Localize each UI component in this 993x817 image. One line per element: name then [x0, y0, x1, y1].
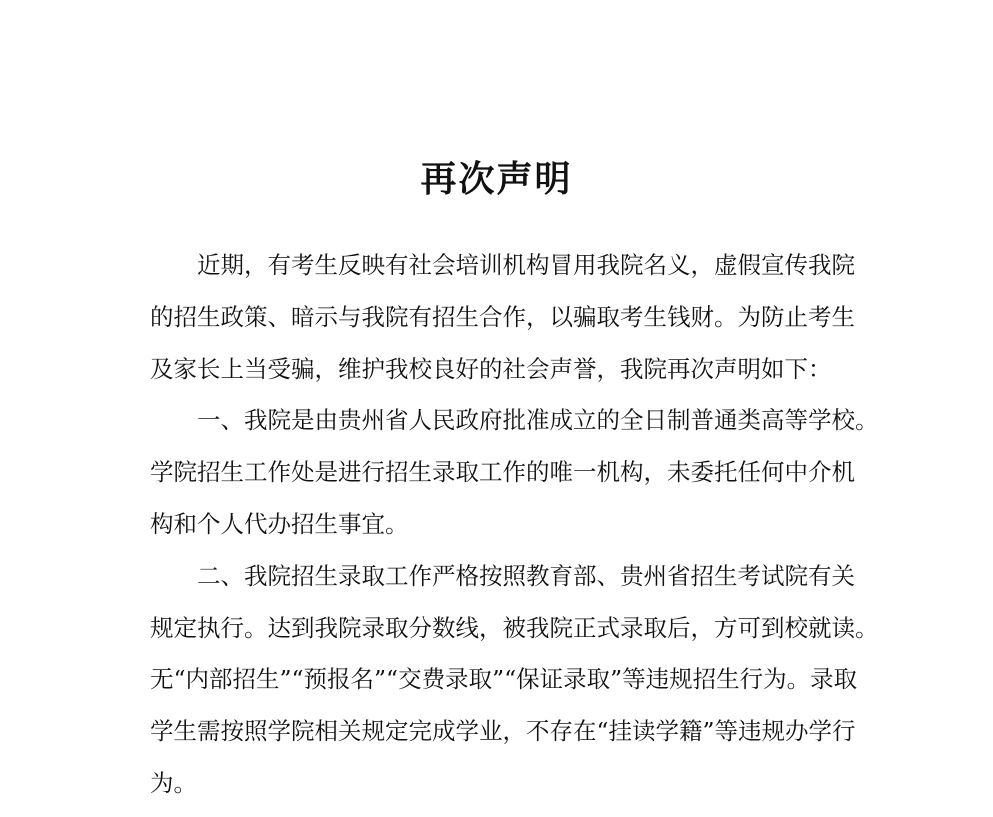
- paragraph-line: 近期，有考生反映有社会培训机构冒用我院名义，虚假宣传我院: [197, 251, 855, 279]
- paragraph-line: 为。: [150, 769, 197, 797]
- paragraph-line: 及家长上当受骗，维护我校良好的社会声誉，我院再次声明如下：: [150, 355, 832, 383]
- paragraph-line: 二、我院招生录取工作严格按照教育部、贵州省招生考试院有关: [197, 562, 855, 590]
- paragraph-line: 无“内部招生”“预报名”“交费录取”“保证录取”等违规招生行为。录取: [150, 665, 858, 693]
- paragraph-line: 构和个人代办招生事宜。: [150, 510, 409, 538]
- document-title: 再次声明: [420, 158, 573, 200]
- paragraph-line: 规定执行。达到我院录取分数线，被我院正式录取后，方可到校就读。: [150, 614, 879, 642]
- paragraph-line: 学生需按照学院相关规定完成学业，不存在“挂读学籍”等违规办学行: [150, 717, 856, 745]
- paragraph-line: 的招生政策、暗示与我院有招生合作，以骗取考生钱财。为防止考生: [150, 303, 855, 331]
- paragraph-line: 学院招生工作处是进行招生录取工作的唯一机构，未委托任何中介机: [150, 458, 855, 486]
- paragraph-line: 一、我院是由贵州省人民政府批准成立的全日制普通类高等学校。: [197, 406, 879, 434]
